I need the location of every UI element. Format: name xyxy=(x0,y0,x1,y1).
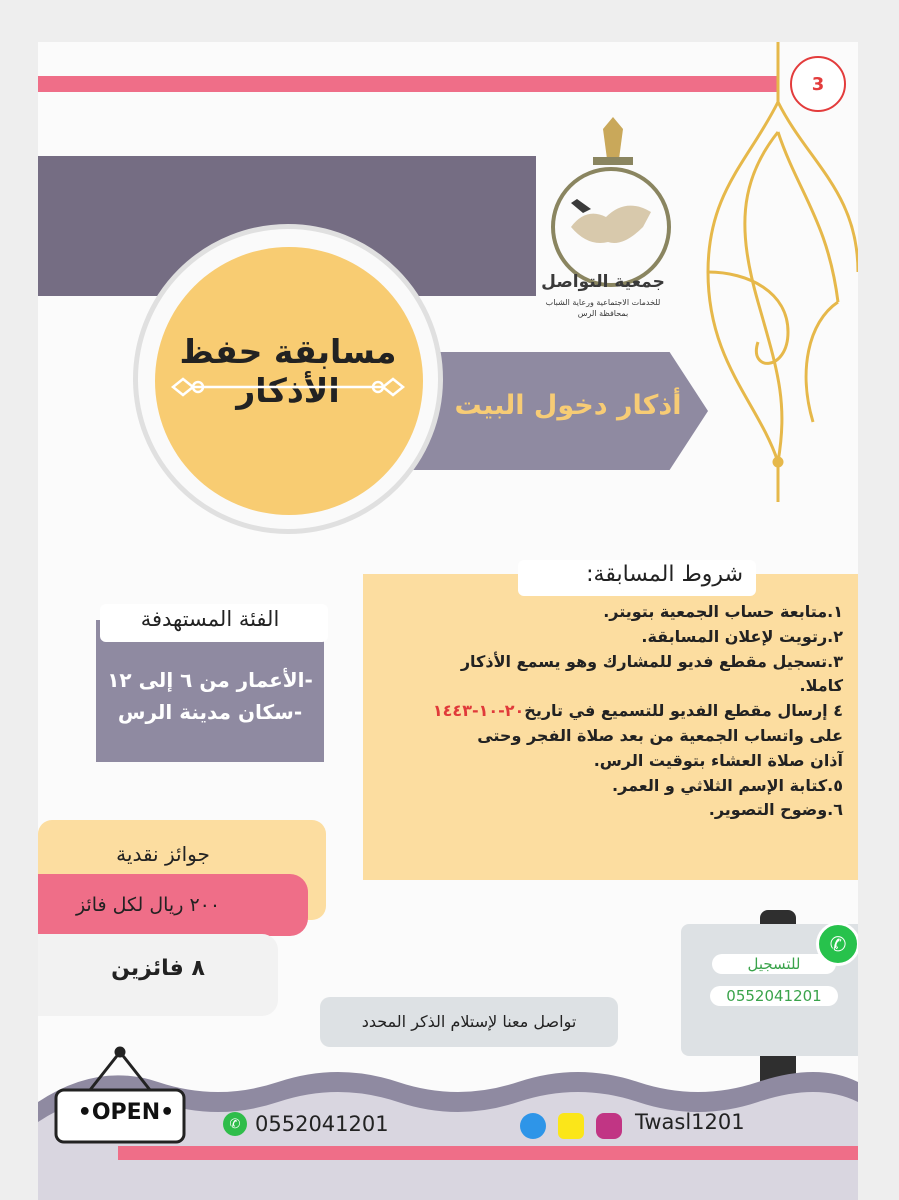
snapchat-icon[interactable] xyxy=(558,1113,584,1139)
condition-line xyxy=(378,699,843,724)
registration-phone[interactable]: 0552041201 xyxy=(726,987,822,1005)
footer-pink-bar xyxy=(118,1146,858,1160)
subtitle-text: أذكار دخول البيت xyxy=(454,390,682,421)
condition-line: ٣.تسجيل مقطع فديو للمشارك وهو يسمع الأذكار xyxy=(460,651,843,671)
footer-phone-number: 0552041201 xyxy=(255,1112,389,1136)
prize-amount: ٢٠٠ ريال لكل فائز xyxy=(75,894,221,916)
whatsapp-icon: ✆ xyxy=(223,1112,247,1136)
winners-count: ٨ فائزين xyxy=(111,956,205,981)
logo-name: جمعية التواصل xyxy=(541,272,665,292)
condition-text: ٤ إرسال مقطع الفديو للتسميع في تاريخ xyxy=(524,701,843,721)
page-number-badge: 3 xyxy=(790,56,846,112)
instagram-icon[interactable] xyxy=(596,1113,622,1139)
target-line: -سكان مدينة الرس xyxy=(117,700,303,724)
condition-line: ٦.وضوح التصوير. xyxy=(708,800,843,820)
target-details xyxy=(96,664,324,728)
registration-label: للتسجيل xyxy=(747,955,801,973)
logo-subtitle xyxy=(533,297,673,319)
open-sign-icon xyxy=(50,1044,190,1148)
social-links xyxy=(520,1110,850,1140)
condition-line: على واتساب الجمعية من بعد صلاة الفجر وحتى xyxy=(477,725,843,745)
condition-line: ٢.رتويت لإعلان المسابقة. xyxy=(641,626,843,646)
logo-subtitle-line2: بمحافظة الرس xyxy=(577,309,629,318)
open-sign-text: •OPEN• xyxy=(77,1100,175,1125)
whatsapp-icon[interactable]: ✆ xyxy=(816,922,858,966)
condition-line: ١.متابعة حساب الجمعية بتويتر. xyxy=(603,602,843,621)
ornament-divider-icon xyxy=(163,372,413,402)
condition-line: كاملا. xyxy=(799,676,843,696)
social-handle[interactable]: Twasl1201 xyxy=(635,1110,745,1134)
condition-line: ٥.كتابة الإسم الثلاثي و العمر. xyxy=(612,775,843,795)
handshake-logo-icon xyxy=(543,117,693,327)
contact-message: تواصل معنا لإستلام الذكر المحدد xyxy=(361,1012,577,1031)
poster-title: مسابقة حفظ الأذكار xyxy=(179,332,397,410)
conditions-list xyxy=(378,600,843,823)
target-heading: الفئة المستهدفة xyxy=(140,607,280,631)
twitter-icon[interactable] xyxy=(520,1113,546,1139)
target-line: -الأعمار من ٦ إلى ١٢ xyxy=(107,668,313,692)
poster xyxy=(38,42,858,1200)
logo-subtitle-line1: للخدمات الاجتماعية ورعاية الشباب xyxy=(545,298,661,307)
prizes-heading: جوائز نقدية xyxy=(116,842,210,866)
conditions-heading: شروط المسابقة: xyxy=(586,562,743,587)
condition-date: ٢٠-١٠-١٤٤٣ xyxy=(432,701,525,721)
condition-line: آذان صلاة العشاء بتوقيت الرس. xyxy=(593,750,843,770)
